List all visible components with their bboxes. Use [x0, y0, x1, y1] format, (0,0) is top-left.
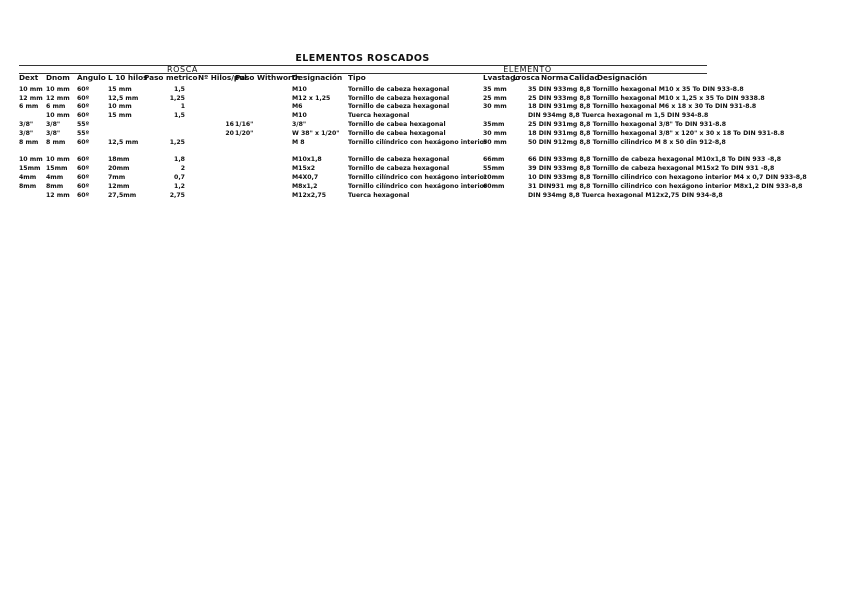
cell-dnom: 12 mm: [46, 192, 70, 199]
cell-lvast: 35mm: [483, 121, 505, 128]
cell-dext: 3/8": [19, 121, 34, 128]
cell-desig: M6: [292, 103, 303, 110]
cell-l10: 15 mm: [108, 112, 132, 119]
cell-paso: 1,2: [174, 183, 185, 190]
cell-withworth: 1/20": [235, 130, 254, 137]
cell-desig: M 8: [292, 139, 305, 146]
cell-dnom: 8mm: [46, 183, 64, 190]
cell-tipo: Tornillo cilíndrico con hexágono interior: [348, 174, 487, 181]
cell-full: 39 DIN 933mg 8,8 Tornillo de cabeza hexagonal M15x2 To DIN 931 -8,8: [528, 165, 775, 172]
cell-desig: M10: [292, 112, 307, 119]
header-norma: Norma: [541, 73, 569, 82]
cell-dext: 8mm: [19, 183, 37, 190]
cell-full: DIN 934mg 8,8 Tuerca hexagonal m 1,5 DIN 934-8.8: [528, 112, 709, 119]
cell-paso: 2,75: [169, 192, 185, 199]
cell-desig: M8x1,2: [292, 183, 318, 190]
cell-angulo: 60º: [77, 174, 90, 181]
header-lvastago: Lvastago: [483, 73, 521, 82]
cell-lvast: 35 mm: [483, 86, 507, 93]
cell-angulo: 60º: [77, 95, 90, 102]
header-angulo: Ángulo: [77, 73, 106, 82]
cell-dnom: 6 mm: [46, 103, 66, 110]
cell-full: 18 DIN 931mg 8,8 Tornillo hexagonal 3/8" x 120" x 30 x 18 To DIN 931-8.8: [528, 130, 785, 137]
cell-paso: 0,7: [174, 174, 185, 181]
table-row: [0, 191, 848, 201]
cell-dext: 10 mm: [19, 156, 43, 163]
cell-hilos: 20: [225, 130, 234, 137]
cell-angulo: 55º: [77, 121, 90, 128]
cell-lvast: 50 mm: [483, 139, 507, 146]
cell-angulo: 60º: [77, 103, 90, 110]
cell-full: 66 DIN 933mg 8,8 Tornillo de cabeza hexagonal M10x1,8 To DIN 933 -8,8: [528, 156, 781, 163]
cell-angulo: 60º: [77, 112, 90, 119]
cell-paso: 1,25: [169, 139, 185, 146]
cell-lvast: 60mm: [483, 183, 505, 190]
cell-tipo: Tornillo de cabeza hexagonal: [348, 156, 450, 163]
cell-tipo: Tuerca hexagonal: [348, 112, 410, 119]
cell-paso: 1,25: [169, 95, 185, 102]
header-designacion-elemento: Designación: [597, 73, 648, 82]
cell-lvast: 25 mm: [483, 95, 507, 102]
header-l10hilos: L 10 hilos: [108, 73, 148, 82]
cell-full: 25 DIN 933mg 8,8 Tornillo hexagonal M10 x 1,25 x 35 To DIN 9338.8: [528, 95, 765, 102]
cell-full: 50 DIN 912mg 8,8 Tornillo cilindrico M 8 x 50 din 912-8,8: [528, 139, 726, 146]
cell-dext: 4mm: [19, 174, 37, 181]
cell-lvast: 10mm: [483, 174, 505, 181]
cell-dext: 6 mm: [19, 103, 39, 110]
cell-l10: 12,5 mm: [108, 95, 139, 102]
cell-dnom: 4mm: [46, 174, 64, 181]
cell-l10: 20mm: [108, 165, 130, 172]
cell-desig: M10: [292, 86, 307, 93]
sheet-title: ELEMENTOS ROSCADOS: [295, 53, 430, 64]
cell-dext: 10 mm: [19, 86, 43, 93]
cell-tipo: Tornillo cilíndrico con hexágono interior: [348, 139, 487, 146]
cell-paso: 2: [180, 165, 185, 172]
cell-angulo: 60º: [77, 139, 90, 146]
cell-paso: 1,8: [174, 156, 185, 163]
cell-dnom: 10 mm: [46, 86, 70, 93]
cell-dext: 15mm: [19, 165, 41, 172]
cell-desig: 3/8": [292, 121, 307, 128]
cell-tipo: Tornillo de cabea hexagonal: [348, 121, 446, 128]
cell-l10: 27,5mm: [108, 192, 137, 199]
cell-tipo: Tornillo de cabeza hexagonal: [348, 103, 450, 110]
cell-desig: M12x2,75: [292, 192, 327, 199]
header-tipo: Tipo: [348, 73, 366, 82]
cell-tipo: Tornillo de cabeza hexagonal: [348, 165, 450, 172]
cell-hilos: 16: [225, 121, 234, 128]
cell-full: 31 DIN931 mg 8,8 Tornillo cilindrico con hexágono interior M8x1,2 DIN 933-8,8: [528, 183, 803, 190]
header-paso-metrico: Paso metrico: [144, 73, 198, 82]
cell-dnom: 15mm: [46, 165, 68, 172]
cell-withworth: 1/16": [235, 121, 254, 128]
cell-dnom: 8 mm: [46, 139, 66, 146]
cell-l10: 15 mm: [108, 86, 132, 93]
cell-paso: 1,5: [174, 86, 185, 93]
cell-lvast: 30 mm: [483, 130, 507, 137]
header-designacion: Designación: [292, 73, 343, 82]
cell-angulo: 60º: [77, 165, 90, 172]
cell-full: 18 DIN 931mg 8,8 Tornillo hexagonal M6 x 18 x 30 To DIN 931-8.8: [528, 103, 757, 110]
cell-l10: 12,5 mm: [108, 139, 139, 146]
cell-full: 10 DIN 933mg 8,8 Tornillo cilindrico con hexagono interior M4 x 0,7 DIN 933-8,8: [528, 174, 807, 181]
cell-angulo: 60º: [77, 86, 90, 93]
cell-tipo: Tuerca hexagonal: [348, 192, 410, 199]
cell-paso: 1: [180, 103, 185, 110]
cell-lvast: 66mm: [483, 156, 505, 163]
cell-angulo: 60º: [77, 183, 90, 190]
cell-desig: W 38" x 1/20": [292, 130, 340, 137]
cell-desig: M10x1,8: [292, 156, 322, 163]
cell-full: DIN 934mg 8,8 Tuerca hexagonal M12x2,75 DIN 934-8,8: [528, 192, 723, 199]
cell-dnom: 12 mm: [46, 95, 70, 102]
cell-l10: 7mm: [108, 174, 126, 181]
cell-tipo: Tornillo cilíndrico con hexágono interior: [348, 183, 487, 190]
group-elemento: ELEMENTO: [503, 65, 552, 74]
cell-full: 35 DIN 933mg 8,8 Tornillo hexagonal M10 x 35 To DIN 933-8.8: [528, 86, 744, 93]
header-paso-withworth: Paso Withworth: [235, 73, 301, 82]
cell-dext: 8 mm: [19, 139, 39, 146]
cell-tipo: Tornillo de cabea hexagonal: [348, 130, 446, 137]
cell-full: 25 DIN 931mg 8,8 Tornillo hexagonal 3/8" To DIN 931-8.8: [528, 121, 727, 128]
cell-lvast: 30 mm: [483, 103, 507, 110]
header-dnom: Dnom: [46, 73, 70, 82]
cell-angulo: 55º: [77, 130, 90, 137]
cell-dnom: 3/8": [46, 130, 61, 137]
cell-dext: 12 mm: [19, 95, 43, 102]
cell-desig: M12 x 1,25: [292, 95, 331, 102]
cell-dext: 3/8": [19, 130, 34, 137]
cell-tipo: Tornillo de cabeza hexagonal: [348, 86, 450, 93]
cell-desig: M15x2: [292, 165, 316, 172]
cell-l10: 12mm: [108, 183, 130, 190]
header-dext: Dext: [19, 73, 39, 82]
cell-dnom: 3/8": [46, 121, 61, 128]
cell-l10: 18mm: [108, 156, 130, 163]
table-row: [0, 138, 848, 148]
group-rosca: ROSCA: [167, 65, 198, 74]
cell-l10: 10 mm: [108, 103, 132, 110]
cell-angulo: 60º: [77, 156, 90, 163]
cell-desig: M4X0,7: [292, 174, 319, 181]
header-calidad: Calidad: [569, 73, 600, 82]
cell-lvast: 55mm: [483, 165, 505, 172]
header-hilos-pul: Nº Hilos/pul: [198, 73, 247, 82]
cell-paso: 1,5: [174, 112, 185, 119]
cell-dnom: 10 mm: [46, 112, 70, 119]
cell-tipo: Tornillo de cabeza hexagonal: [348, 95, 450, 102]
cell-dnom: 10 mm: [46, 156, 70, 163]
cell-angulo: 60º: [77, 192, 90, 199]
header-lrosca: Lrosca: [513, 73, 540, 82]
